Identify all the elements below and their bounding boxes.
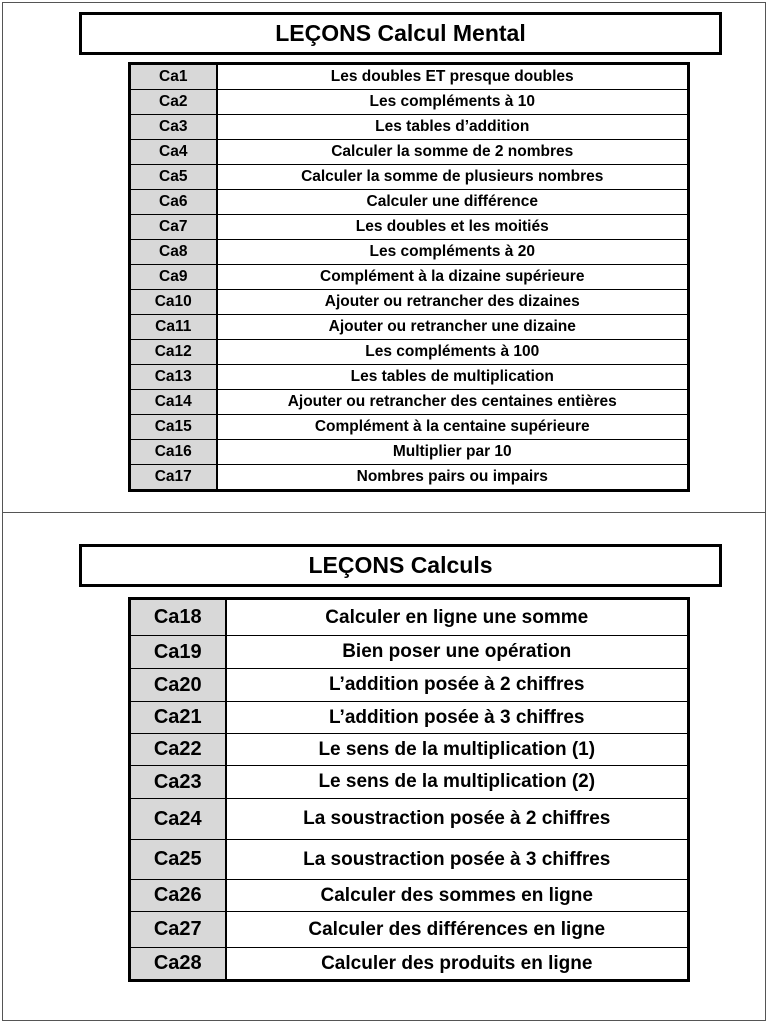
lesson-code: Ca27 (130, 912, 226, 948)
lesson-title: Complément à la dizaine supérieure (217, 265, 689, 290)
lesson-title: La soustraction posée à 2 chiffres (226, 799, 689, 840)
lesson-code: Ca15 (130, 415, 217, 440)
lesson-code: Ca6 (130, 190, 217, 215)
table-row (130, 799, 689, 840)
lesson-code: Ca20 (130, 669, 226, 702)
lesson-title: Le sens de la multiplication (2) (226, 766, 689, 799)
table-row (130, 599, 689, 636)
lesson-title: Les compléments à 20 (217, 240, 689, 265)
lesson-title: L’addition posée à 3 chiffres (226, 702, 689, 734)
lesson-title: Calculer des produits en ligne (226, 948, 689, 981)
section-title-calcul-mental: LEÇONS Calcul Mental (79, 12, 722, 55)
lesson-title: La soustraction posée à 3 chiffres (226, 840, 689, 880)
lesson-code: Ca14 (130, 390, 217, 415)
lesson-title: Calculer en ligne une somme (226, 599, 689, 636)
lesson-title: Calculer des différences en ligne (226, 912, 689, 948)
table-row (130, 702, 689, 734)
lesson-code: Ca11 (130, 315, 217, 340)
lesson-code: Ca9 (130, 265, 217, 290)
lesson-title: Les compléments à 10 (217, 90, 689, 115)
lesson-title: Calculer la somme de plusieurs nombres (217, 165, 689, 190)
lesson-code: Ca22 (130, 734, 226, 766)
lesson-code: Ca23 (130, 766, 226, 799)
lesson-code: Ca26 (130, 880, 226, 912)
lesson-code: Ca17 (130, 465, 217, 491)
lesson-title: Les compléments à 100 (217, 340, 689, 365)
lesson-title: Ajouter ou retrancher une dizaine (217, 315, 689, 340)
table-row (130, 440, 689, 465)
lesson-code: Ca8 (130, 240, 217, 265)
table-row (130, 340, 689, 365)
table-row (130, 415, 689, 440)
table-row (130, 365, 689, 390)
lesson-title: Bien poser une opération (226, 636, 689, 669)
lessons-table-calculs (128, 597, 690, 982)
table-row (130, 880, 689, 912)
table-row (130, 669, 689, 702)
table-row (130, 948, 689, 981)
section-title-calculs: LEÇONS Calculs (79, 544, 722, 587)
table-row (130, 290, 689, 315)
lesson-title: Nombres pairs ou impairs (217, 465, 689, 491)
lesson-code: Ca7 (130, 215, 217, 240)
lesson-title: Calculer des sommes en ligne (226, 880, 689, 912)
table-row (130, 90, 689, 115)
lesson-code: Ca10 (130, 290, 217, 315)
table-row (130, 265, 689, 290)
lesson-title: Les doubles ET presque doubles (217, 64, 689, 90)
table-row (130, 190, 689, 215)
table-row (130, 140, 689, 165)
table-row (130, 215, 689, 240)
lesson-title: Calculer une différence (217, 190, 689, 215)
table-row (130, 734, 689, 766)
table-row (130, 766, 689, 799)
lesson-title: Le sens de la multiplication (1) (226, 734, 689, 766)
lesson-code: Ca3 (130, 115, 217, 140)
lesson-code: Ca4 (130, 140, 217, 165)
lesson-code: Ca19 (130, 636, 226, 669)
lesson-code: Ca12 (130, 340, 217, 365)
table-row (130, 240, 689, 265)
table-row (130, 840, 689, 880)
lesson-title: Multiplier par 10 (217, 440, 689, 465)
lesson-code: Ca13 (130, 365, 217, 390)
lesson-title: Les doubles et les moitiés (217, 215, 689, 240)
lesson-code: Ca28 (130, 948, 226, 981)
table-row (130, 912, 689, 948)
lesson-code: Ca2 (130, 90, 217, 115)
table-row (130, 465, 689, 491)
lesson-code: Ca18 (130, 599, 226, 636)
lesson-code: Ca21 (130, 702, 226, 734)
lesson-title: Ajouter ou retrancher des centaines entières (217, 390, 689, 415)
table-row (130, 165, 689, 190)
lesson-title: Calculer la somme de 2 nombres (217, 140, 689, 165)
lesson-title: Les tables de multiplication (217, 365, 689, 390)
lesson-code: Ca1 (130, 64, 217, 90)
lesson-code: Ca24 (130, 799, 226, 840)
table-row (130, 115, 689, 140)
lessons-table-calcul-mental (128, 62, 690, 492)
table-row (130, 636, 689, 669)
lesson-title: Complément à la centaine supérieure (217, 415, 689, 440)
lesson-title: L’addition posée à 2 chiffres (226, 669, 689, 702)
table-row (130, 315, 689, 340)
table-row (130, 390, 689, 415)
lesson-title: Ajouter ou retrancher des dizaines (217, 290, 689, 315)
table-row (130, 64, 689, 90)
lesson-code: Ca25 (130, 840, 226, 880)
lesson-code: Ca5 (130, 165, 217, 190)
lesson-code: Ca16 (130, 440, 217, 465)
lesson-title: Les tables d’addition (217, 115, 689, 140)
